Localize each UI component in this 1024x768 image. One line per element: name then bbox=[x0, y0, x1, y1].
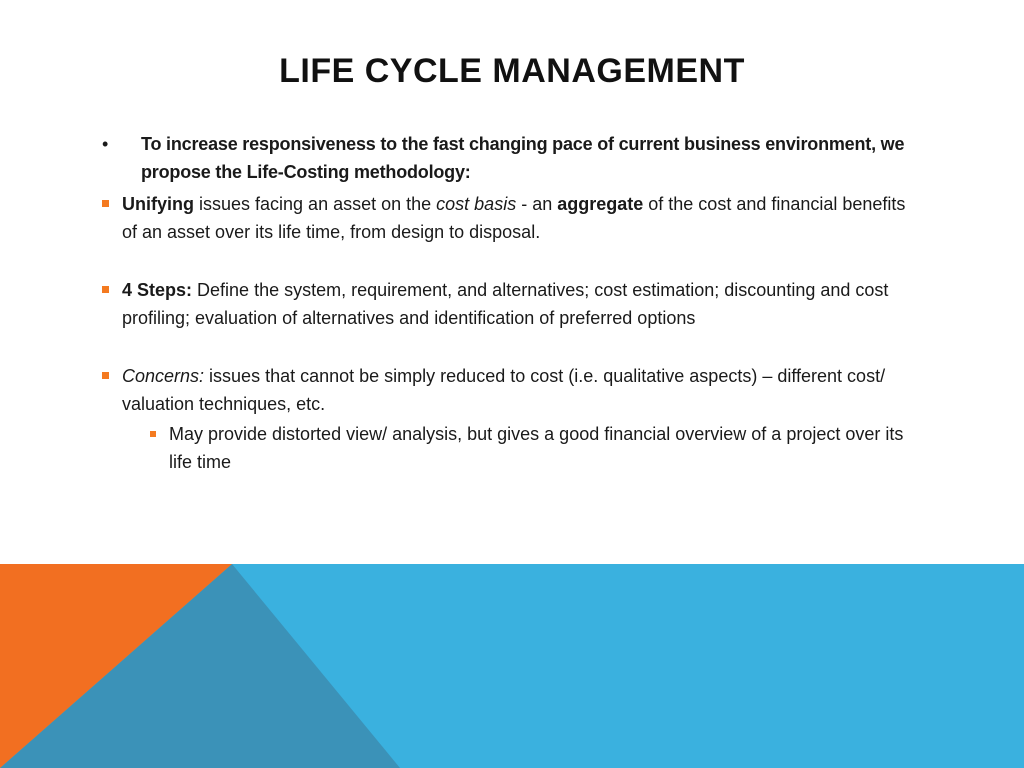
item-emphasis: cost basis bbox=[436, 194, 517, 214]
bullet-item-unifying bbox=[100, 190, 920, 246]
item-bold: aggregate bbox=[557, 194, 644, 214]
square-bullet-icon bbox=[102, 372, 109, 379]
item-lead: Unifying bbox=[122, 194, 194, 214]
sub-item-text: May provide distorted view/ analysis, but gives a good financial overview of a project over its life time bbox=[169, 424, 904, 472]
slide-title: LIFE CYCLE MANAGEMENT bbox=[279, 52, 745, 90]
decorative-footer-shapes bbox=[0, 564, 1024, 768]
square-bullet-icon bbox=[102, 200, 109, 207]
item-text: Define the system, requirement, and alternatives; cost estimation; discounting and cost profiling; evaluation of alternatives and identification of preferred options bbox=[122, 280, 889, 328]
item-lead: Concerns: bbox=[122, 366, 205, 386]
sub-bullet-item bbox=[148, 420, 920, 476]
bullet-item-concerns bbox=[100, 362, 920, 476]
intro-paragraph bbox=[100, 130, 920, 186]
intro-text: To increase responsiveness to the fast changing pace of current business environment, we propose the Life-Costing methodology: bbox=[141, 134, 905, 182]
item-text: issues that cannot be simply reduced to cost (i.e. qualitative aspects) – different cost/ valuation techniques, etc. bbox=[122, 366, 886, 414]
item-text: - an bbox=[516, 194, 558, 214]
round-bullet-icon: • bbox=[102, 134, 109, 154]
square-bullet-icon bbox=[102, 286, 109, 293]
square-bullet-icon bbox=[150, 431, 156, 437]
item-text: of the cost and financial benefits of an asset over its life time, from design to disposal. bbox=[122, 194, 906, 242]
bullet-item-steps bbox=[100, 276, 920, 332]
slide-body bbox=[100, 130, 920, 506]
item-lead: 4 Steps: bbox=[122, 280, 193, 300]
item-text: issues facing an asset on the bbox=[194, 194, 437, 214]
